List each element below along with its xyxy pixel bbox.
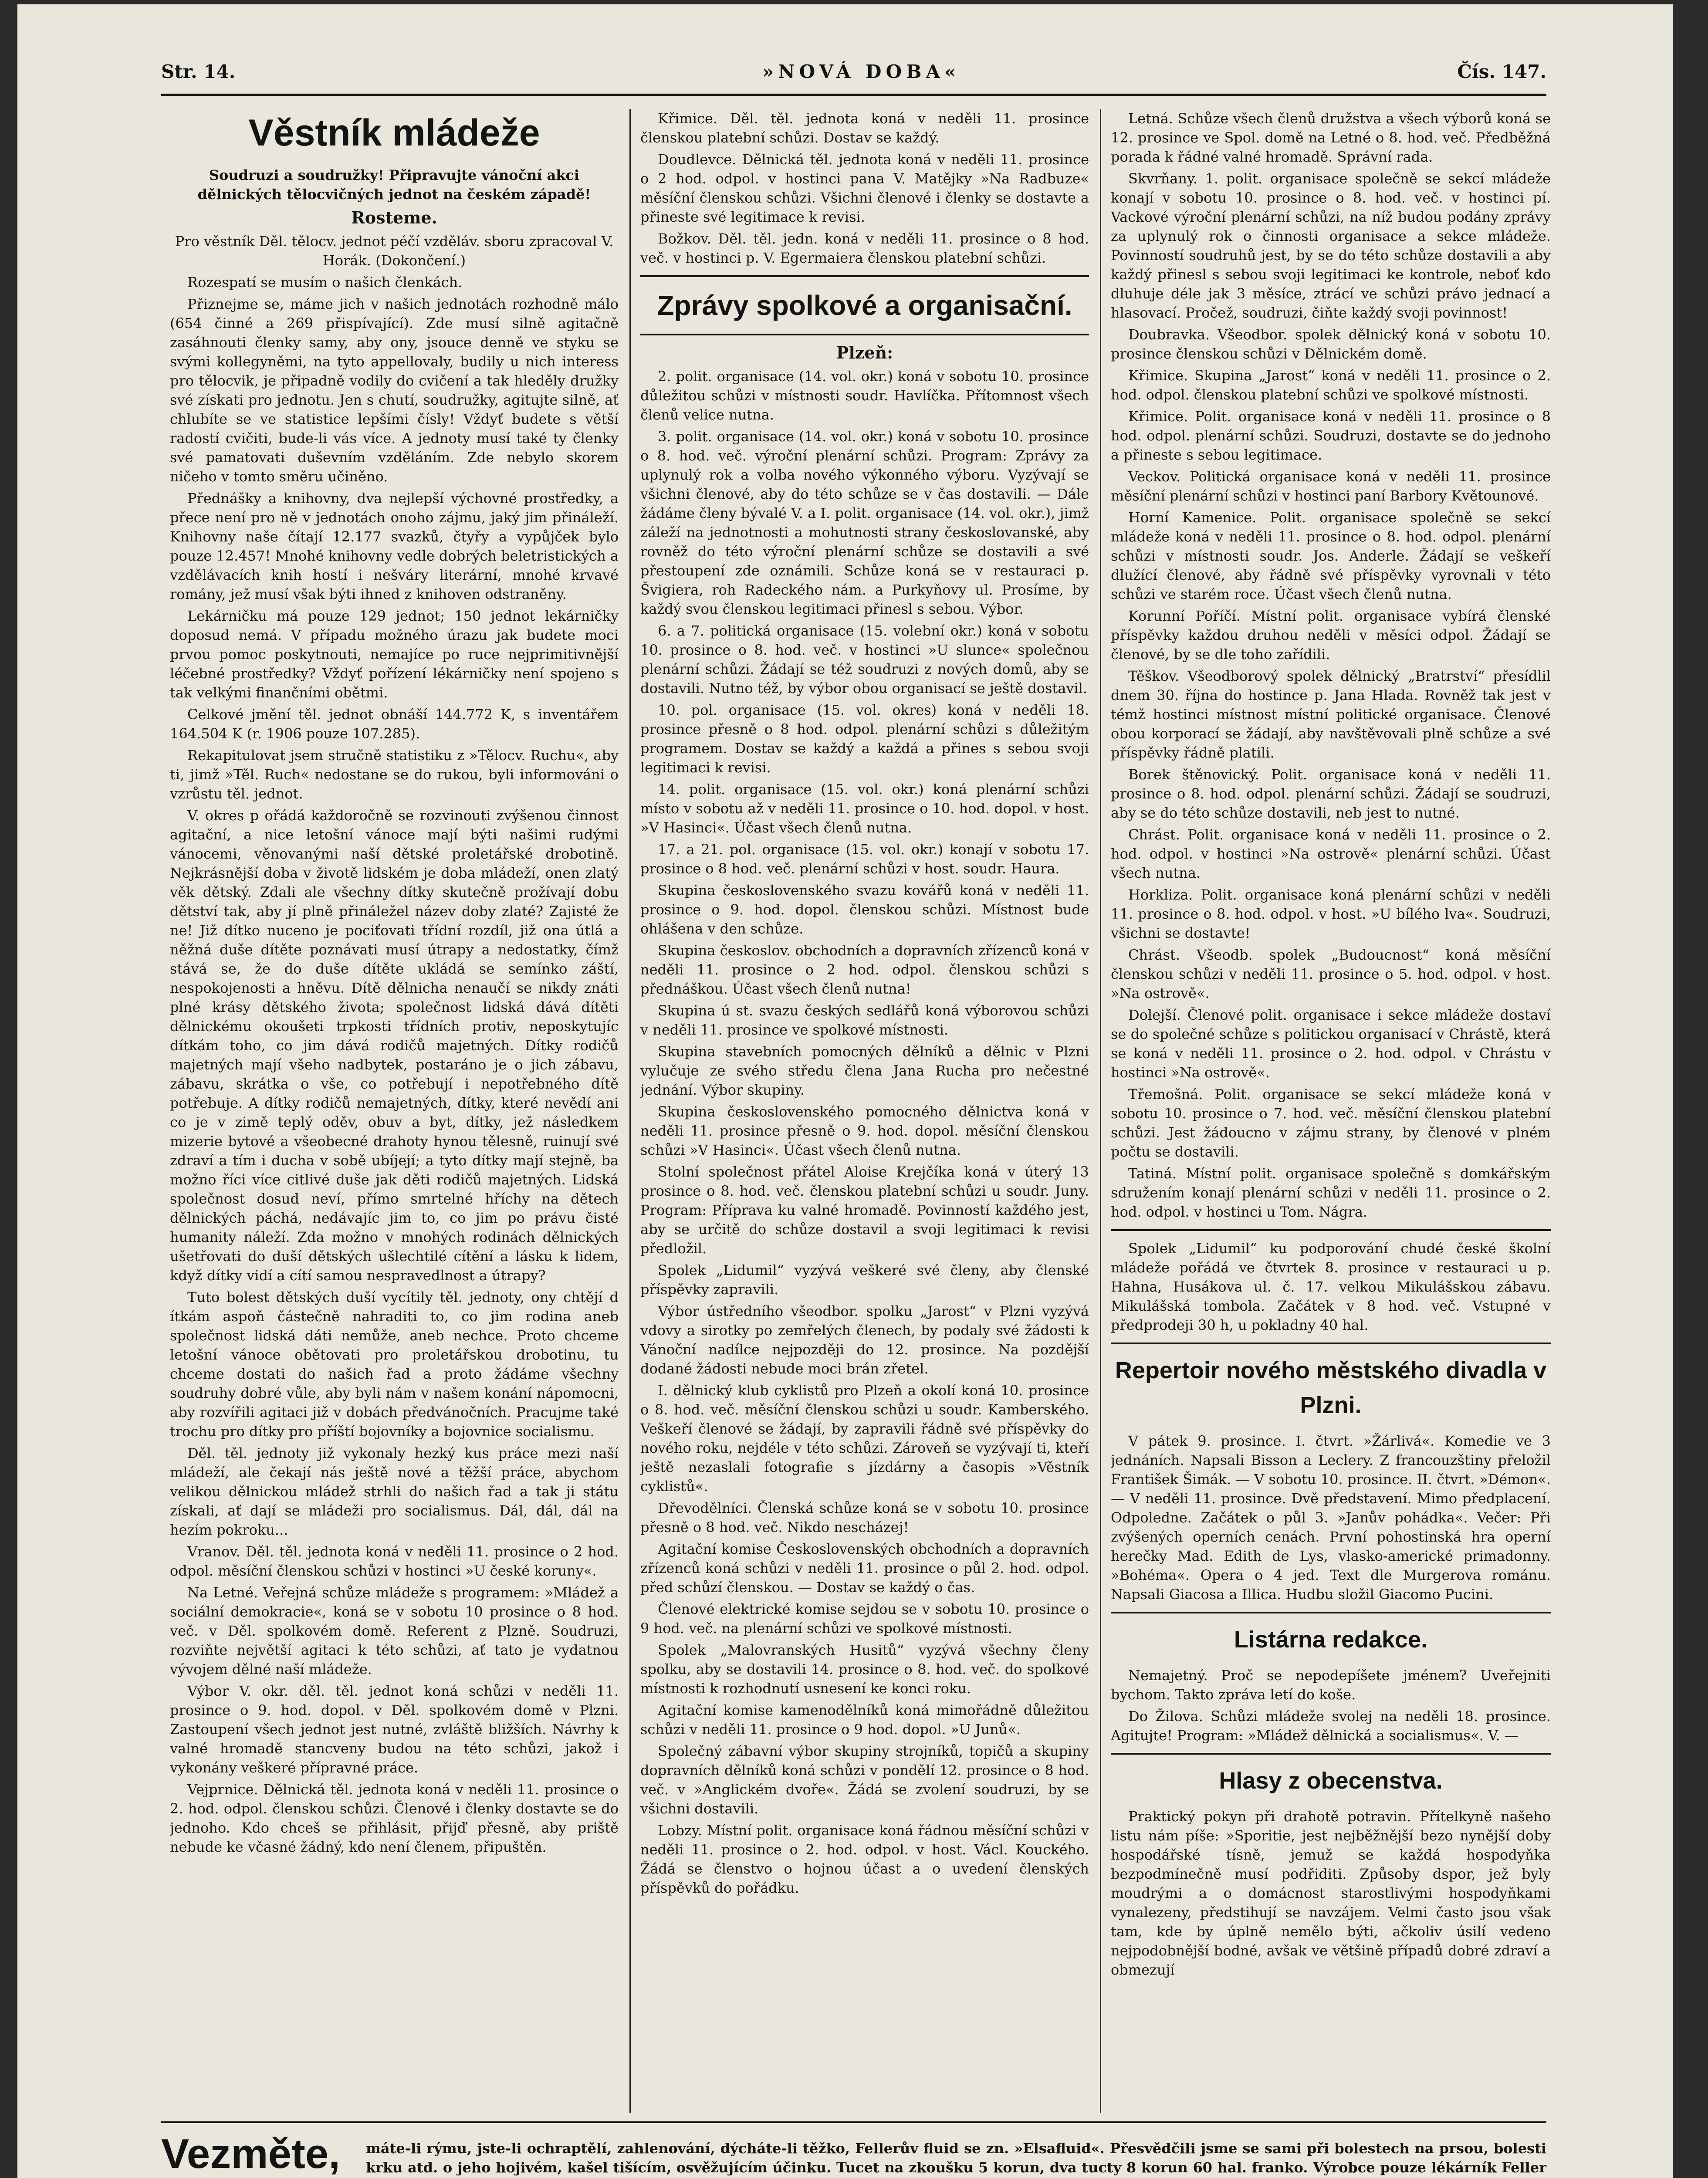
notice: Křimice. Polit. organisace koná v neděli 11. prosince o 8 hod. odpol. plenární schůzi. Soudruzi, dostavte se do jednoho a přineste s sebou legitimace. [1111,408,1551,463]
notice: Výbor ústředního všeodbor. spolku „Jarost“ v Plzni vyzývá vdovy a sirotky po zemřelých členech, by podaly své žádosti k Vánoční nadílce nejpozději do 12. prosince. Na pozdější dodané žádosti nebude moci brán zřetel. [640,1303,1089,1377]
notice: Veckov. Politická organisace koná v neděli 11. prosince měsíční plenární schůzi v hostinci paní Barbory Květounové. [1111,468,1551,504]
section-rule [1111,1753,1551,1755]
notice: Stolní společnost přátel Aloise Krejčíka koná v úterý 13 prosince o 8. hod. več. členskou platební schůzi u soudr. Juny. Program: Příprava ku valné hromadě. Povinností každého jest, aby se určitě do schůze dostavil a svoji legitimaci k revisi předložil. [640,1163,1089,1257]
column-divider [1100,109,1101,2113]
column-3 [1111,109,1551,2126]
column-2 [640,109,1089,2126]
column-divider [629,109,631,2113]
notice: Lobzy. Místní polit. organisace koná řádnou měsíční schůzi v neděli 11. prosince o 2. hod. odpol. v host. Václ. Kouckého. Žádá se členstvo o hojnou účast a o uvedení členských příspěvků do pořádku. [640,1822,1089,1896]
listarna-item: Do Žilova. Schůzi mládeže svolej na neděli 18. prosince. Agitujte! Program: »Mládež dělnická a socialismus«. V. — [1111,1708,1551,1744]
notice: 14. polit. organisace (15. vol. okr.) koná plenární schůzi místo v sobotu až v neděli 11. prosince o 10. hod. dopol. v host. »V Hasinci«. Účast všech členů nutna. [640,781,1089,836]
footer-rule [161,2121,1546,2123]
notice: Agitační komise Československých obchodních a dopravních zřízenců koná schůzi v neděli 11. prosince o půl 2. hod. odpol. před schůzí členskou. — Dostav se každý o čas. [640,1541,1089,1596]
notice: Borek štěnovický. Polit. organisace koná v neděli 11. prosince o 8. hod. odpol. plenární schůzi. Žádají se soudruzi, aby se do této schůze dostavili, neb jest to nutné. [1111,766,1551,821]
paragraph: Přednášky a knihovny, dva nejlepší výchovné prostředky, a přece není pro ně v jednotách onoho zájmu, jaký jim přináleží. Knihovny naše čítají 12.177 svazků, čtyřy a vypůjček bylo pouze 12.457! Mnohé knihovny vedle dobrých beletristických a vzdělávacích knih hostí i nešváry literární, mnohé krvavé romány, jež musí však býti ihned z knihoven odstraněny. [170,490,619,602]
notice: Letná. Schůze všech členů družstva a všech výborů koná se 12. prosince ve Spol. domě na Letné o 8. hod. več. Předběžná porada k řádné valné hromadě. Správní rada. [1111,110,1551,165]
notice: Chrást. Polit. organisace koná v neděli 11. prosince o 2. hod. odpol. v hostinci »Na ostrově« plenární schůzi. Účast všech nutna. [1111,826,1551,881]
notice: 6. a 7. politická organisace (15. volební okr.) koná v sobotu 10. prosince o 8. hod. več. v hostinci »U slunce« společnou plenární schůzi. Žádají se též soudruzi z nových domů, aby se dostavili. Nutno též, by výbor obou organisací se ještě dostavil. [640,622,1089,697]
paragraph: V. okres p ořádá každoročně se rozvinouti zvýšenou činnost agitační, a nice letošní vánoce mají býti našimi rudými vánocemi, věnovanými naší dětské proletářské drobotině. Nejkrásnější doba v životě lidském je doba mládeží, onen zlatý věk dětský. Zdali ale všechny dítky skutečně prožívají dobu dětství tak, aby jí plně přináležel název doby zlaté? Zajisté že ne! Již dítko nuceno je pociťovati třídní rozdíl, již ona útlá a něžná duše dítěte poznávati musí útrapy a nedostatky, čímž stává se, že do duše dítěte ukládá se semínko záští, nespokojenosti a hněvu. Dítě dělnicha nenaučí se nikdy znáti plné krásy dětského života; společnost lidská dává dítěti dělnickému okoušeti trpkosti třídních protiv, neposkytujíc dítkám toho, co jim dává rodičů majetných. Dítky rodičů majetných mají všeho nadbytek, postaráno je o jich zábavu, zábavu, skrátka o vše, co potřebují i nepotřebného dítě potřebuje. A dítky rodičů nemajetných, dítky, které nevědí ani co je v zimě teplý oděv, obuv a byt, dítky, jež následkem mizerie bytové a všeobecné drahoty hynou tělesně, ruinují své zdraví a tím i ducha v sobě ubíjejí; a tyto dítky mají stejně, ba možno říci více citlivé duše jak děti rodičů majetných. Lidská společnost dosud neví, přímo smrtelné hříchy na dětech dělnických páchá, nedávajíc jim to, co jim po právu čisté humanity náleží. Zda možno v mnohých rodinách dělnických ušetřovati do duší dětských ušlechtilé cítění a lásku k lidem, když dítky vidí a cítí samou nespravedlnost a útrapy? [170,807,619,1284]
notice: 17. a 21. pol. organisace (15. vol. okr.) konají v sobotu 17. prosince o 8 hod. več. plenární schůzi v host. soudr. Haura. [640,841,1089,877]
listarna-item: Nemajetný. Proč se nepodepíšete jménem? Uveřejniti bychom. Takto zpráva letí do koše. [1111,1667,1551,1703]
notice: Spolek „Lidumil“ vyzývá veškeré své členy, aby členské příspěvky zapravili. [640,1262,1089,1298]
notice: Společný zábavní výbor skupiny strojníků, topičů a skupiny dopravních dělníků koná schůzi v pondělí 12. prosince o 8 hod. več. v »Anglickém dvoře«. Žádá se zvolení soudruzi, by se všichni dostavili. [640,1743,1089,1817]
notice: Třemošná. Polit. organisace se sekcí mládeže koná v sobotu 10. prosince o 7. hod. več. měsíční členskou platební schůzi. Jest žádoucno v zájmu strany, by členové v plném počtu se dostavili. [1111,1086,1551,1160]
section-title-repertoir: Repertoir nového městského divadla v Plzni. [1115,1357,1547,1418]
header-rule [161,94,1546,96]
notice: 2. polit. organisace (14. vol. okr.) koná v sobotu 10. prosince důležitou schůzi v místnosti soudr. Havlíčka. Přítomnost všech členů velice nutna. [640,368,1089,423]
notice: Doubravka. Všeodbor. spolek dělnický koná v sobotu 10. prosince členskou schůzi v Dělnickém domě. [1111,326,1551,362]
notice: Dolejší. Členové polit. organisace i sekce mládeže dostaví se do společné schůze s politickou organisací v Chrástě, která se koná v neděli 11. prosince o 2. hod. odpol. v Chrástu v hostinci »Na ostrově«. [1111,1007,1551,1081]
section-title-zpravy: Zprávy spolkové a organisační. [657,290,1072,321]
notice: I. dělnický klub cyklistů pro Plzeň a okolí koná 10. prosince o 8. hod. več. měsíční členskou schůzi u soudr. Kamberského. Veškeří členové se žádají, by zapravili řádně své příspěvky do nového roku, nejdéle v této schůzi. Zároveň se vyzývají ti, kteří ještě nezaslali fotografie s jízdárny a časopis »Věstník cyklistů«. [640,1382,1089,1495]
article-source: Pro věstník Děl. tělocv. jednot péčí vzděláv. sboru zpracoval V. Horák. (Dokončení.) [175,233,614,269]
page-header [161,61,1546,91]
notice: Horní Kamenice. Polit. organisace společně se sekcí mládeže koná v neděli 11. prosince o 8. hod. odpol. plenární schůzi v místnosti soudr. Jos. Anderle. Žádají se veškeří dlužící členové, aby řádně své příspěvky vyrovnali v této schůzi ve starém roce. Účast všech členů nutna. [1111,509,1551,602]
notice: Křimice. Skupina „Jarost“ koná v neděli 11. prosince o 2. hod. odpol. členskou platební schůzi ve spolkové místnosti. [1111,367,1551,403]
notice: Doudlevce. Dělnická těl. jednota koná v neděli 11. prosince o 2 hod. odpol. v hostinci pana V. Matějky »Na Radbuze« měsíční členskou schůzi. Všichni členové i členky se dostavte a přineste své legitimace k revisi. [640,151,1089,225]
issue-number: Čís. 147. [1457,61,1546,82]
lidumil-notice: Spolek „Lidumil“ ku podporování chudé české školní mládeže pořádá ve čtvrtek 8. prosince v restauraci u p. Hahna, Husákova ul. č. 17. velkou Mikulášskou zábavu. Mikulášská tombola. Začátek v 8 hod. več. Vstupné v předprodeji 30 h, u pokladny 40 hal. [1111,1240,1551,1333]
hlasy-text: Praktický pokyn při drahotě potravin. Přítelkyně našeho listu nám píše: »Sporitie, jest nejběžnější bezo nynější doby hospodářské tísně, jemuž se každá hospodyňka bezpodmínečně musí podřiditi. Způsoby dspor, jež byly moudrými a o domácnost starostlivými hospodyňkami vynalezeny, předstihují se navzájem. Velmi často jsou však tam, kde by úplně nemělo býti, ačkoliv úsilí vedeno nejpodobnější bodné, avšak ve většině případů dobré zdraví a obmezují [1111,1808,1551,1978]
page-number: Str. 14. [161,61,236,82]
notice: Těškov. Všeodborový spolek dělnický „Bratrství“ přesídlil dnem 30. října do hostince p. Jana Hlada. Rovněž tak jest v témž hostinci místnost místní politické organisace. Členové obou korporací se žádají, aby navštěvovali plně schůze a své příspěvky řádně platili. [1111,668,1551,761]
notice: Skupina československého svazu kovářů koná v neděli 11. prosince o 9. hod. dopol. členskou schůzi. Místnost bude ohlášena v den schůze. [640,882,1089,937]
paragraph: Děl. těl. jednoty již vykonaly hezký kus práce mezi naší mládeží, ale čekají nás ještě nové a těžší práce, abychom velikou dělnickou mládež strhli do našich řad a tak ji státu získali, ať dají se mládeži pro socialismus. Dál, dál, dál na hezím pokroku... [170,1445,619,1538]
notice: Skupina stavebních pomocných dělníků a dělnic v Plzni vylučuje ze svého středu člena Jana Rucha pro nečestné jednání. Výbor skupiny. [640,1043,1089,1098]
notice: Tatiná. Místní polit. organisace společně s domkářským sdružením konají plenární schůzi v neděli 11. prosince o 2. hod. odpol. v hostinci u Tom. Nágra. [1111,1165,1551,1220]
section-rule [640,334,1089,335]
notice: Výbor V. okr. děl. těl. jednot koná schůzi v neděli 11. prosince o 9. hod. dopol. v Děl. spolkovém domě v Plzni. Zastoupení všech jednot jest nutné, zvláště bližších. Návrhy k valné hromadě stancveny budou na této schůzi, jakož i vykonány veškeré přípravné práce. [170,1683,619,1776]
notice: Horkliza. Polit. organisace koná plenární schůzi v neděli 11. prosince o 8. hod. odpol. v host. »U bílého lva«. Soudruzi, všichni se dostavte! [1111,886,1551,941]
notice: Božkov. Děl. těl. jedn. koná v neděli 11. prosince o 8 hod. več. v hostinci p. V. Egermaiera členskou platební schůzi. [640,230,1089,266]
intro-text: Soudruzi a soudružky! Připravujte vánoční akci dělnických tělocvičných jednot na českém západě! [197,167,591,203]
notice: Spolek „Malovranských Husitů“ vyzývá všechny členy spolku, aby se dostavili 14. prosince o 8. hod. več. do spolkové místnosti k rozhodnutí usnesení ke konci roku. [640,1642,1089,1697]
notice: Křimice. Děl. těl. jednota koná v neděli 11. prosince členskou platební schůzi. Dostav se každý. [640,110,1089,146]
notice: Agitační komise kamenodělníků koná mimořádně důležitou schůzi v neděli 11. prosince o 9 hod. dopol. »U Junů«. [640,1702,1089,1738]
notice: Korunní Poříčí. Místní polit. organisace vybírá členské příspěvky každou druhou neděli v měsíci odpol. Žádají se členové, by se dle toho zařídili. [1111,608,1551,663]
section-rule [1111,1229,1551,1231]
section-rule [1111,1343,1551,1344]
notice: 10. pol. organisace (15. vol. okres) koná v neděli 18. prosince přesně o 8 hod. odpol. plenární schůzi s důležitým programem. Dostav se každý a každá a přines s sebou svoji legitimaci k revisi. [640,702,1089,776]
notice: Vranov. Děl. těl. jednota koná v neděli 11. prosince o 2 hod. odpol. měsíční členskou schůzi v hostinci »U české koruny«. [170,1543,619,1579]
notice: 3. polit. organisace (14. vol. okr.) koná v sobotu 10. prosince o 8. hod. več. výroční plenární schůzi. Program: Zprávy za uplynulý rok a volba nového výkonného výboru. Vyzývají se všichni členové, aby do této schůze se v čas dostavili. — Dále žádáme členy bývalé V. a I. polit. organisace (14. vol. okr.), jimž záleží na jednotnosti a mohutnosti strany českoslovanské, aby rovněž do této výroční plenární schůze se dostavili a své přestoupení zde oznámili. Schůze koná se v restauraci p. Švigiera, roh Radeckého nám. a Purkyňovy ul. Prosíme, by každý svou členskou legitimaci přinesl s sebou. Výbor. [640,428,1089,617]
section-title-hlasy: Hlasy z obecenstva. [1219,1768,1443,1794]
newspaper-page [17,4,1673,2178]
article-title: Rosteme. [351,208,437,227]
section-title-listarna: Listárna redakce. [1234,1627,1428,1653]
ad-headline: Vezměte, [161,2131,340,2177]
paragraph: Rekapitulovat jsem stručně statistiku z »Tělocv. Ruchu«, aby ti, jimž »Těl. Ruch« nedostane se do rukou, byli informováni o vzrůstu těl. jednot. [170,747,619,802]
notice: Skvrňany. 1. polit. organisace společně se sekcí mládeže konají v sobotu 10. prosince o 8. hod. več. v hostinci pí. Vackové výroční plenární schůzi, na níž budou podány zprávy za uplynulý rok o činnosti organisace a sekce mládeže. Povinností soudruhů jest, by se do této schůze dostavili a aby každý přinesl s sebou svoji legitimaci ke kontrole, neboť kdo dluhuje déle jak 3 měsíce, ztrácí ve schůzi právo jednací a hlasovací. Pročež, soudruzi, čiňte každý svoji povinnost! [1111,170,1551,321]
paragraph: Lekárničku má pouze 129 jednot; 150 jednot lekárničky doposud nemá. V případu možného úrazu jak budete moci prvou pomoc poskytnouti, nemajíce po ruce nejprimitivnější léčebné prostředky? Vždyť pořízení lékárničky není spojeno s tak velkými finančními obětmi. [170,608,619,701]
ad-text: máte-li rýmu, jste-li ochraptělí, zahlenování, dýcháte-li těžko, Fellerův fluid se zn. »Elsafluid«. Přesvědčili jsme se sami při bolestech na prsou, bolesti krku atd. o jeho hojivém, kašel tišícím, osvěžujícím účinku. Tucet na zkoušku 5 korun, dva tucty 8 korun 60 hal. franko. Výrobce pouze lékárník Feller [366,2140,1546,2176]
section-rule [640,275,1089,277]
notice: Skupina českoslov. obchodních a dopravních zřízenců koná v neděli 11. prosince o 2 hod. odpol. členskou schůzi s přednáškou. Účast všech členů nutna! [640,942,1089,997]
paragraph: Celkové jmění těl. jednot obnáší 144.772 K, s inventářem 164.504 K (r. 1906 pouze 107.285). [170,706,619,742]
notice: Skupina československého pomocného dělnictva koná v neděli 11. prosince přesně o 9. hod. dopol. měsíční členskou schůzi »V Hasinci«. Účast všech členů nutna. [640,1103,1089,1158]
column-1 [170,109,619,2126]
notice: Chrást. Všeodb. spolek „Budoucnost“ koná měsíční členskou schůzi v neděli 11. prosince o 5. hod. odpol. v host. »Na ostrově«. [1111,947,1551,1001]
section-rule [1111,1612,1551,1613]
notice: Skupina ú st. svazu českých sedlářů koná výborovou schůzi v neděli 11. prosince ve spolkové místnosti. [640,1002,1089,1038]
repertoir-text: V pátek 9. prosince. I. čtvrt. »Žárlivá«. Komedie ve 3 jednáních. Napsali Bisson a Leclery. Z francouzštiny přeložil František Šimák. — V sobotu 10. prosince. II. čtvrt. »Démon«. — V neděli 11. prosince. Dvě představení. Mimo předplacení. Odpoledne. Začátek o půl 3. »Janův pohádka«. Večer: Při zvýšených operních cenách. První pohostinská hra operní herečky Mad. Edith de Lys, vlasko-americké primadonny. »Bohéma«. Opera o 4 jed. Text dle Murgerova románu. Napsali Giacosa a Illica. Hudbu složil Giacomo Pucini. [1111,1433,1551,1603]
notice: Vejprnice. Dělnická těl. jednota koná v neděli 11. prosince o 2. hod. odpol. členskou schůzi. Členové i členky dostavte se do jednoho. Kdo chceš se přihlásit, přijď přesně, aby priště nebude ke včasné žádný, kdo není členem, připuštěn. [170,1781,619,1855]
advertisement [161,2130,1546,2178]
city-heading: Plzeň: [836,343,893,362]
paragraph: Přiznejme se, máme jich v našich jednotách rozhodně málo (654 činné a 269 přispívající). Zde musí silně agitačně zasáhnouti členky samy, aby ony, jsouce denně ve styku se svými kollegyněmi, na tyto appellovaly, budily u nich interess pro tělocvik, je připadně vodily do cvičení a tak hleděly družky své získati pro jednotu. Jen s chutí, soudružky, agitujte silně, ať chlubíte se ve statistice lepšími čísly! Vždyť budete s větší radostí cvičiti, bude-li vás více. A jednoty musí také ty členky své pamatovati duševním vzděláním. Zde nebylo skorem ničeho v tomto směru učiněno. [170,296,619,485]
section-title-vestnik: Věstník mládeže [248,112,540,154]
newspaper-title: »NOVÁ DOBA« [762,61,961,82]
notice: Dřevodělníci. Členská schůze koná se v sobotu 10. prosince přesně o 8 hod. več. Nikdo nescházej! [640,1500,1089,1535]
notice: Členové elektrické komise sejdou se v sobotu 10. prosince o 9 hod. več. na plenární schůzi ve spolkové místnosti. [640,1601,1089,1637]
paragraph: Rozespatí se musím o našich členkách. [187,274,463,291]
paragraph: Tuto bolest dětských duší vycítily těl. jednoty, ony chtějí d ítkám aspoň částečně nahraditi to, co jim rodina aneb společnost lidská dáti nemůže, aneb nechce. Proto chceme letošní vánoce obětovati pro proletářskou drobotinu, tu chceme dostati do našich řad a proto žádáme všechny soudruhy dobré vůle, aby byli nám v našem konání nápomocni, aby rozvířili agitaci již v dobách předvánočních. Pracujme také trochu pro dítky pro příští bojovníky a bojovnice socialismu. [170,1289,619,1440]
notice: Na Letné. Veřejná schůze mládeže s programem: »Mládež a sociální demokracie«, koná se v sobotu 10 prosince o 8 hod. več. v Děl. spolkovém domě. Referent z Plzně. Soudruzi, rozviňte největší agitaci k této schůzi, ať tato je vydatnou vývojem dělné naší mládeže. [170,1584,619,1677]
